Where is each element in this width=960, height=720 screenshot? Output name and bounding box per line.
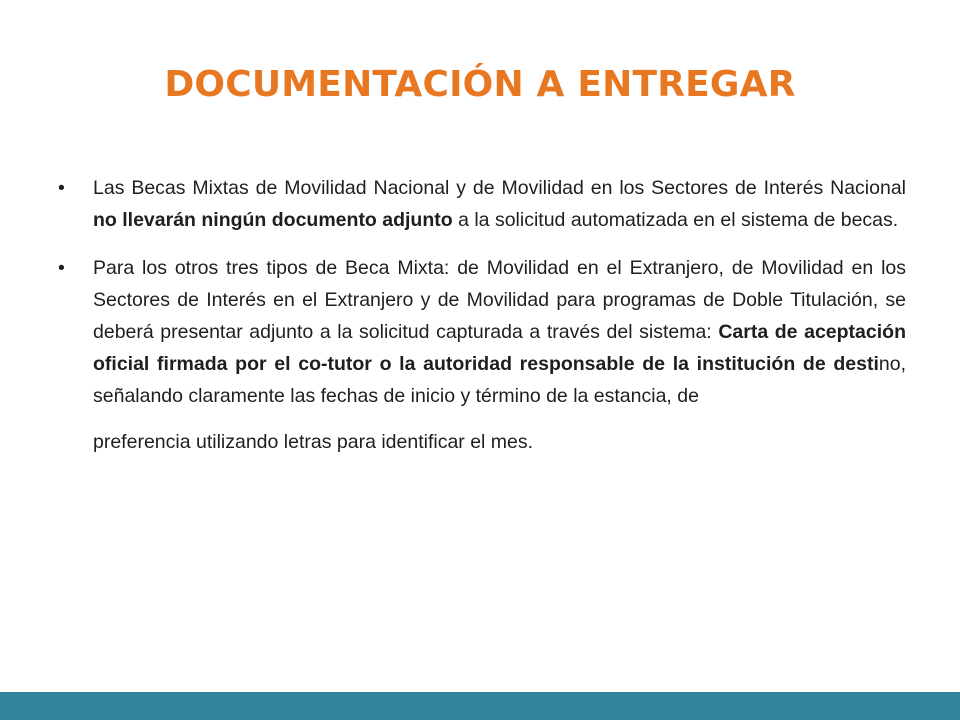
bullet-list [58,172,906,458]
bullet-1-text-start: Las Becas Mixtas de Movilidad Nacional y de Movilidad en los Sectores de Interés Nacional [93,177,906,199]
bullet-1-bold-text: no llevarán ningún documento adjunto [93,209,453,231]
bullet-2-bold-text: Carta de aceptación oficial firmada por el co-tutor o la autoridad responsable de la institución de desti [93,321,906,375]
bullet-2-text-middle: no, señalando claramente las fechas de inicio y término de la estancia, de [93,353,906,407]
bullet-item-1 [58,172,906,236]
bullet-2-text-start: Para los otros tres tipos de Beca Mixta: de Movilidad en el Extranjero, de Movilidad en los Sectores de Interés en el Extranjero y de Movilidad para programas de Doble Titulación, se deberá presentar adjunto a la solicitud capturada a través del sistema: [93,257,906,343]
bullet-1-text-end: a la solicitud automatizada en el sistema de becas. [452,209,899,231]
slide-title: DOCUMENTACIÓN A ENTREGAR [164,64,796,105]
bullet-item-2 [58,252,906,458]
bullet-2-text-end: preferencia utilizando letras para identificar el mes. [93,431,534,453]
footer-bar [0,692,960,720]
bullet-icon: • [58,177,65,199]
bullet-icon: • [58,257,65,279]
